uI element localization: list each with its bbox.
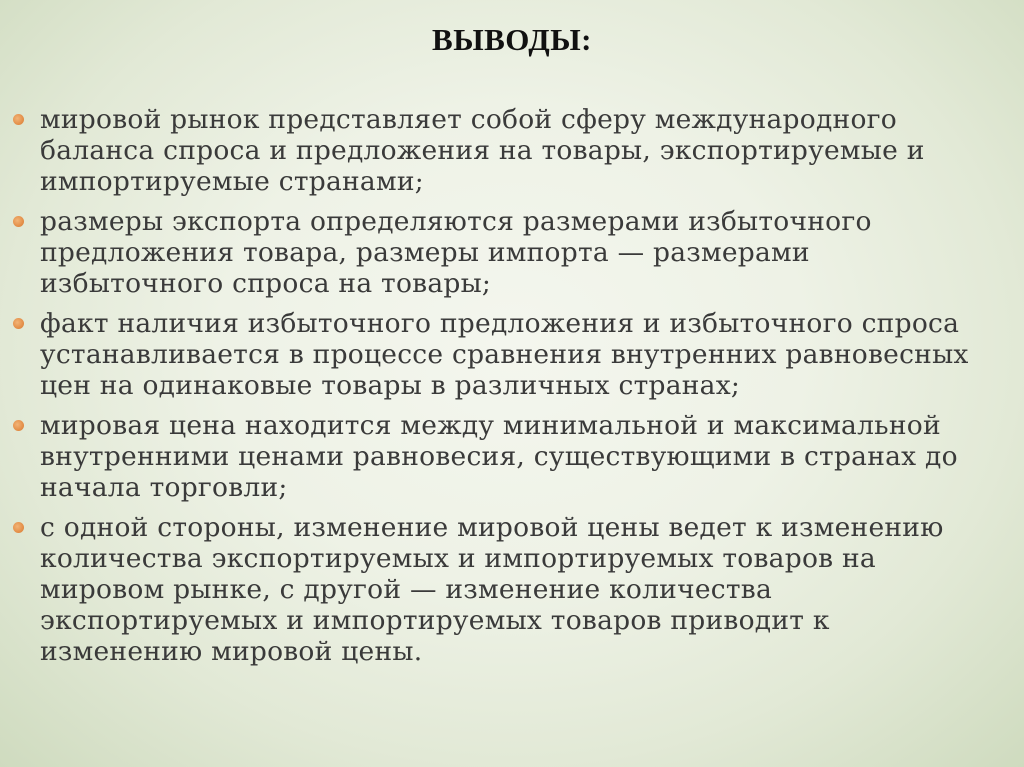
bullet-text: с одной стороны, изменение мировой цены ведет к изменению количества экспортируемых и импортируемых товаров на мировом рынке, с другой — изменение количества экспортируемых и импортируемых товаров приводит к изменению мировой цены. bbox=[40, 512, 944, 667]
bullet-text: мировой рынок представляет собой сферу международного баланса спроса и предложения на товары, экспортируемые и импортируемые странами; bbox=[40, 104, 925, 197]
bullet-text: факт наличия избыточного предложения и избыточного спроса устанавливается в процессе сравнения внутренних равновесных цен на одинаковые товары в различных странах; bbox=[40, 308, 969, 401]
bullet-item bbox=[10, 410, 1000, 503]
bullet-dot-icon bbox=[13, 318, 24, 329]
bullet-text: мировая цена находится между минимальной и максимальной внутренними ценами равновесия, существующими в странах до начала торговли; bbox=[40, 410, 958, 503]
bullet-dot-icon bbox=[13, 216, 24, 227]
bullet-text: размеры экспорта определяются размерами избыточного предложения товара, размеры импорта — размерами избыточного спроса на товары; bbox=[40, 206, 872, 299]
bullet-item bbox=[10, 104, 1000, 197]
bullet-item bbox=[10, 206, 1000, 299]
bullet-dot-icon bbox=[13, 114, 24, 125]
slide-title: ВЫВОДЫ: bbox=[432, 22, 592, 57]
bullet-item bbox=[10, 512, 1000, 667]
bullet-dot-icon bbox=[13, 420, 24, 431]
bullet-list bbox=[10, 104, 1000, 676]
bullet-item bbox=[10, 308, 1000, 401]
bullet-dot-icon bbox=[13, 522, 24, 533]
